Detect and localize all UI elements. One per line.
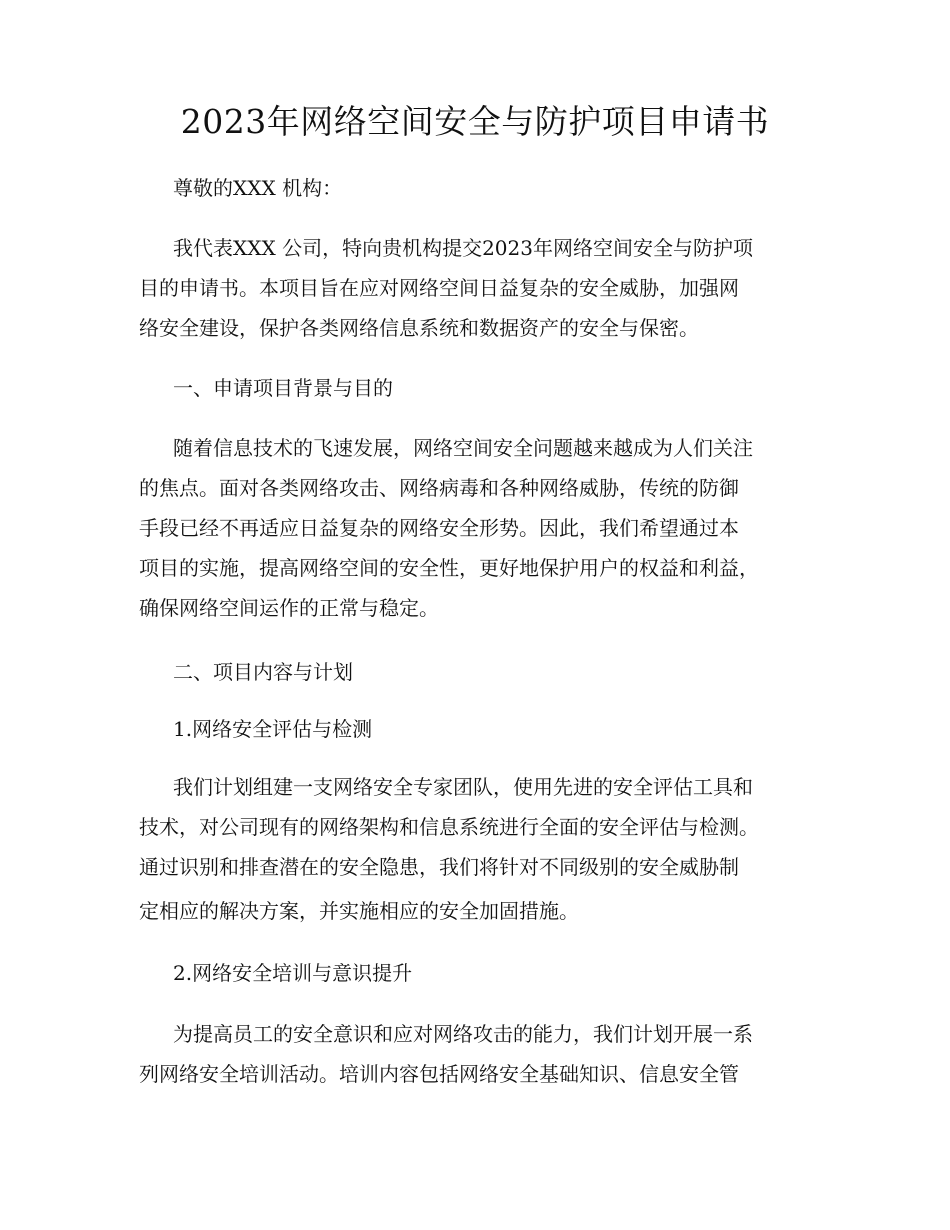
paragraph-line: 列网络安全培训活动。培训内容包括网络安全基础知识、信息安全管: [139, 1062, 739, 1086]
subsection-heading: 2.网络安全培训与意识提升: [173, 961, 413, 985]
paragraph-line: 定相应的解决方案，并实施相应的安全加固措施。: [139, 899, 579, 923]
paragraph-line: 通过识别和排查潜在的安全隐患，我们将针对不同级别的安全威胁制: [139, 855, 739, 879]
paragraph-line: 的焦点。面对各类网络攻击、网络病毒和各种网络威胁，传统的防御: [139, 476, 739, 500]
salutation: 尊敬的XXX 机构：: [173, 176, 343, 200]
section-heading: 一、申请项目背景与目的: [173, 376, 393, 400]
section-heading: 二、项目内容与计划: [173, 660, 353, 684]
document-title: 2023年网络空间安全与防护项目申请书: [180, 102, 770, 141]
paragraph-line: 手段已经不再适应日益复杂的网络安全形势。因此，我们希望通过本: [139, 516, 739, 540]
subsection-heading: 1.网络安全评估与检测: [173, 717, 373, 741]
paragraph-line: 随着信息技术的飞速发展，网络空间安全问题越来越成为人们关注: [173, 436, 753, 460]
paragraph-line: 目的申请书。本项目旨在应对网络空间日益复杂的安全威胁，加强网: [139, 276, 739, 300]
paragraph-line: 我代表XXX 公司，特向贵机构提交2023年网络空间安全与防护项: [173, 236, 753, 260]
paragraph-line: 确保网络空间运作的正常与稳定。: [139, 596, 439, 620]
paragraph-line: 我们计划组建一支网络安全专家团队，使用先进的安全评估工具和: [173, 775, 753, 799]
paragraph-line: 技术，对公司现有的网络架构和信息系统进行全面的安全评估与检测。: [139, 815, 759, 839]
paragraph-line: 项目的实施，提高网络空间的安全性，更好地保护用户的权益和利益，: [139, 556, 759, 580]
paragraph-line: 为提高员工的安全意识和应对网络攻击的能力，我们计划开展一系: [173, 1022, 753, 1046]
paragraph-line: 络安全建设，保护各类网络信息系统和数据资产的安全与保密。: [139, 316, 699, 340]
